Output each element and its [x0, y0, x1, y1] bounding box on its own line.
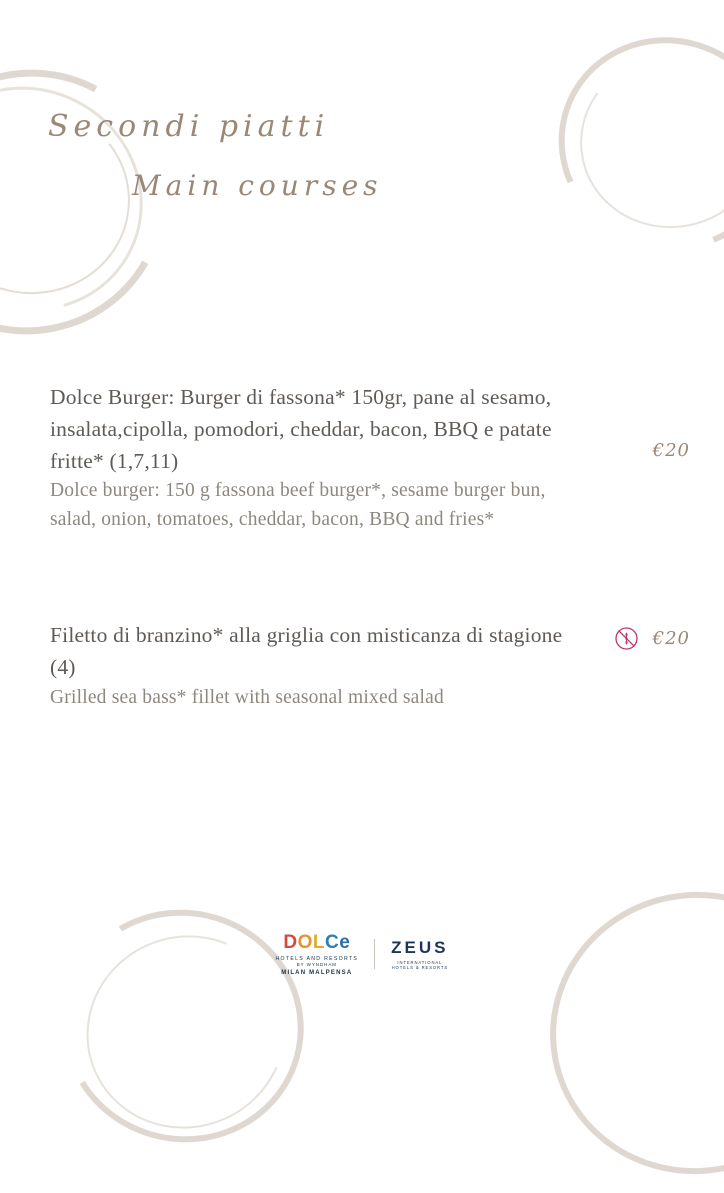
- menu-list: [0, 382, 724, 798]
- zeus-international-logo: [391, 938, 448, 970]
- page-title: [0, 110, 420, 202]
- menu-item-meta: [572, 382, 690, 461]
- menu-item-meta: [572, 620, 690, 651]
- dolce-logo-line3: MILAN MALPENSA: [281, 970, 353, 976]
- page-title-italian: Secondi piatti: [48, 109, 330, 144]
- brush-ring-top-right-outer: [526, 4, 724, 284]
- menu-item-name-italian: Dolce Burger: Burger di fassona* 150gr, pane al sesamo, insalata,cipolla, pomodori, cheddar, bacon, BBQ e patate fritte* (1,7,11): [50, 385, 552, 473]
- zeus-wordmark: ZEUS: [391, 938, 449, 957]
- list-item: [0, 382, 724, 534]
- brush-ring-top-right-inner: [566, 39, 724, 242]
- menu-item-text: [50, 382, 572, 534]
- list-item: [0, 620, 724, 712]
- footer-logos: [0, 932, 724, 976]
- page-title-english: Main courses: [132, 169, 383, 202]
- menu-item-name-italian: Filetto di branzino* alla griglia con misticanza di stagione (4): [50, 622, 563, 679]
- zeus-logo-line1: INTERNATIONAL: [397, 960, 443, 965]
- brush-ring-bottom-right: [532, 873, 724, 1193]
- menu-item-price: €20: [652, 627, 690, 649]
- brush-ring-bottom-left-outer: [38, 884, 329, 1168]
- dolce-hotels-logo: [275, 932, 358, 976]
- menu-item-name-english: Dolce burger: 150 g fassona beef burger*, sesame burger bun, salad, onion, tomatoes, cheddar, bacon, BBQ and fries*: [50, 480, 546, 530]
- brush-ring-top-left-outer: [0, 37, 197, 366]
- no-gluten-icon: [614, 626, 639, 651]
- dolce-logo-line2: BY WYNDHAM: [296, 962, 337, 967]
- menu-item-price: €20: [652, 440, 690, 461]
- dolce-wordmark: DOLCe: [283, 932, 351, 953]
- logo-divider: [374, 939, 375, 969]
- zeus-logo-line2: HOTELS & RESORTS: [391, 965, 449, 970]
- menu-item-text: [50, 620, 572, 712]
- menu-item-name-english: Grilled sea bass* fillet with seasonal mixed salad: [50, 686, 444, 708]
- dolce-logo-line1: HOTELS AND RESORTS: [275, 956, 359, 962]
